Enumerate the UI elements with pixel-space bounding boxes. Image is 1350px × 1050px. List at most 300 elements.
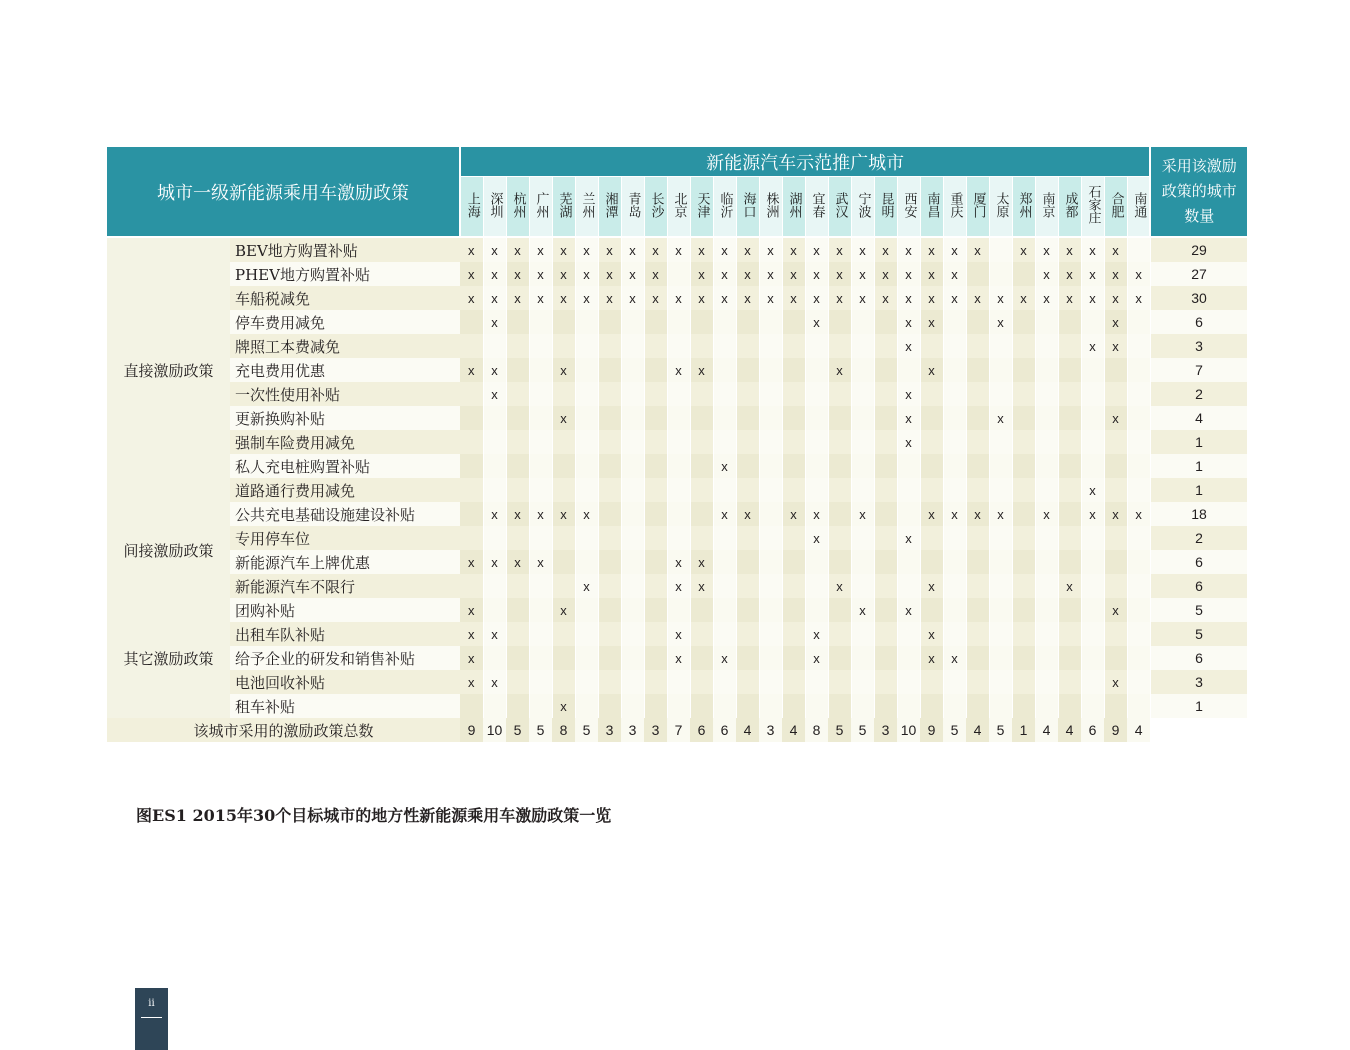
mark-cell: [759, 406, 782, 430]
mark-cell: [644, 550, 667, 574]
mark-cell: x: [989, 406, 1012, 430]
city-name: 昆明: [878, 191, 894, 218]
city-header: [1081, 177, 1104, 238]
city-total: 5: [575, 718, 598, 742]
table-row: [107, 406, 1247, 430]
mark-cell: [828, 526, 851, 550]
mark-cell: [782, 478, 805, 502]
mark-cell: [736, 694, 759, 718]
city-name: 深圳: [487, 191, 503, 218]
mark-cell: x: [621, 262, 644, 286]
mark-cell: [989, 334, 1012, 358]
policy-city-count: 2: [1150, 382, 1247, 406]
mark-cell: [828, 694, 851, 718]
mark-cell: [552, 382, 575, 406]
mark-cell: [1058, 646, 1081, 670]
mark-cell: x: [552, 358, 575, 382]
mark-cell: [920, 478, 943, 502]
mark-cell: [1012, 406, 1035, 430]
table-row: [107, 358, 1247, 382]
city-name: 重庆: [947, 191, 963, 218]
mark-cell: [805, 598, 828, 622]
mark-cell: x: [1104, 310, 1127, 334]
policy-name: 专用停车位: [230, 526, 460, 550]
mark-cell: [874, 310, 897, 334]
header-count: [1150, 147, 1247, 237]
mark-cell: [529, 478, 552, 502]
city-name: 南昌: [924, 191, 940, 218]
mark-cell: x: [943, 646, 966, 670]
mark-cell: [966, 622, 989, 646]
policy-name: 一次性使用补贴: [230, 382, 460, 406]
mark-cell: [690, 598, 713, 622]
city-header: [552, 177, 575, 238]
mark-cell: [874, 478, 897, 502]
mark-cell: [690, 454, 713, 478]
mark-cell: [851, 622, 874, 646]
mark-cell: [897, 622, 920, 646]
mark-cell: [690, 502, 713, 526]
table-row: [107, 550, 1247, 574]
mark-cell: [1127, 478, 1150, 502]
city-total: 6: [1081, 718, 1104, 742]
mark-cell: [552, 622, 575, 646]
mark-cell: [989, 526, 1012, 550]
mark-cell: [759, 430, 782, 454]
mark-cell: [621, 406, 644, 430]
mark-cell: x: [989, 310, 1012, 334]
city-name: 郑州: [1016, 191, 1032, 218]
mark-cell: [598, 430, 621, 454]
mark-cell: [529, 574, 552, 598]
mark-cell: [828, 382, 851, 406]
mark-cell: [851, 574, 874, 598]
mark-cell: [575, 550, 598, 574]
mark-cell: [690, 430, 713, 454]
mark-cell: x: [897, 430, 920, 454]
mark-cell: [897, 454, 920, 478]
mark-cell: x: [1104, 237, 1127, 262]
policy-city-count: 6: [1150, 550, 1247, 574]
mark-cell: x: [851, 286, 874, 310]
mark-cell: x: [1035, 237, 1058, 262]
policy-city-count: 3: [1150, 334, 1247, 358]
mark-cell: [1058, 502, 1081, 526]
mark-cell: [1035, 406, 1058, 430]
mark-cell: [667, 598, 690, 622]
mark-cell: [1058, 406, 1081, 430]
mark-cell: x: [1058, 237, 1081, 262]
mark-cell: [1104, 622, 1127, 646]
header-count-line-3: 数量: [1184, 207, 1215, 225]
mark-cell: [943, 694, 966, 718]
mark-cell: [966, 382, 989, 406]
mark-cell: [621, 334, 644, 358]
mark-cell: [621, 454, 644, 478]
mark-cell: x: [759, 262, 782, 286]
mark-cell: [1081, 574, 1104, 598]
mark-cell: [644, 526, 667, 550]
mark-cell: [759, 454, 782, 478]
mark-cell: [759, 526, 782, 550]
mark-cell: [966, 478, 989, 502]
policy-city-count: 6: [1150, 646, 1247, 670]
mark-cell: [483, 430, 506, 454]
mark-cell: [713, 334, 736, 358]
mark-cell: x: [805, 502, 828, 526]
mark-cell: [736, 622, 759, 646]
mark-cell: [506, 454, 529, 478]
mark-cell: [1104, 574, 1127, 598]
mark-cell: x: [690, 237, 713, 262]
mark-cell: [575, 694, 598, 718]
mark-cell: x: [1035, 502, 1058, 526]
mark-cell: [1012, 430, 1035, 454]
city-header: [1127, 177, 1150, 238]
mark-cell: x: [460, 646, 483, 670]
mark-cell: [874, 598, 897, 622]
mark-cell: [506, 598, 529, 622]
city-total: 5: [943, 718, 966, 742]
mark-cell: [1104, 454, 1127, 478]
mark-cell: [621, 694, 644, 718]
mark-cell: [874, 694, 897, 718]
mark-cell: [1058, 694, 1081, 718]
mark-cell: [1127, 430, 1150, 454]
mark-cell: x: [1081, 237, 1104, 262]
mark-cell: [1127, 526, 1150, 550]
mark-cell: x: [828, 574, 851, 598]
mark-cell: [874, 502, 897, 526]
mark-cell: [575, 358, 598, 382]
city-header: [1104, 177, 1127, 238]
mark-cell: [644, 310, 667, 334]
mark-cell: [1035, 382, 1058, 406]
mark-cell: [1104, 694, 1127, 718]
mark-cell: [1104, 478, 1127, 502]
mark-cell: x: [713, 454, 736, 478]
city-header: [897, 177, 920, 238]
mark-cell: [736, 454, 759, 478]
mark-cell: [552, 310, 575, 334]
city-name: 株洲: [763, 191, 779, 218]
mark-cell: x: [989, 502, 1012, 526]
mark-cell: [1058, 454, 1081, 478]
policy-city-count: 18: [1150, 502, 1247, 526]
mark-cell: [1127, 622, 1150, 646]
mark-cell: [943, 358, 966, 382]
mark-cell: [1127, 694, 1150, 718]
mark-cell: x: [575, 286, 598, 310]
mark-cell: [1081, 454, 1104, 478]
table-row: [107, 622, 1247, 646]
mark-cell: [483, 646, 506, 670]
mark-cell: [644, 406, 667, 430]
mark-cell: [736, 478, 759, 502]
mark-cell: [1012, 382, 1035, 406]
mark-cell: [736, 310, 759, 334]
mark-cell: [943, 622, 966, 646]
page-number-tab: [135, 988, 168, 1050]
mark-cell: x: [736, 237, 759, 262]
mark-cell: x: [1035, 262, 1058, 286]
mark-cell: x: [1081, 262, 1104, 286]
mark-cell: [529, 334, 552, 358]
city-name: 西安: [901, 191, 917, 218]
mark-cell: [529, 310, 552, 334]
city-header: [943, 177, 966, 238]
mark-cell: [598, 382, 621, 406]
mark-cell: [828, 502, 851, 526]
mark-cell: [1012, 598, 1035, 622]
city-name: 湖州: [786, 191, 802, 218]
mark-cell: [736, 598, 759, 622]
mark-cell: [1104, 550, 1127, 574]
policy-table: [107, 147, 1247, 742]
mark-cell: [920, 598, 943, 622]
mark-cell: [736, 550, 759, 574]
mark-cell: [851, 694, 874, 718]
mark-cell: [943, 478, 966, 502]
city-total: 4: [736, 718, 759, 742]
mark-cell: x: [736, 262, 759, 286]
mark-cell: [920, 406, 943, 430]
mark-cell: [690, 622, 713, 646]
mark-cell: [920, 526, 943, 550]
mark-cell: [460, 478, 483, 502]
mark-cell: [989, 550, 1012, 574]
mark-cell: [575, 454, 598, 478]
mark-cell: [1081, 670, 1104, 694]
mark-cell: [575, 406, 598, 430]
mark-cell: [759, 694, 782, 718]
city-total: 4: [1035, 718, 1058, 742]
mark-cell: x: [805, 310, 828, 334]
policy-city-count: 5: [1150, 598, 1247, 622]
city-total: 3: [598, 718, 621, 742]
mark-cell: [966, 406, 989, 430]
mark-cell: [506, 310, 529, 334]
mark-cell: x: [598, 286, 621, 310]
mark-cell: [667, 430, 690, 454]
mark-cell: [736, 526, 759, 550]
mark-cell: [759, 382, 782, 406]
mark-cell: [805, 358, 828, 382]
city-header: [851, 177, 874, 238]
mark-cell: [713, 358, 736, 382]
city-header: [874, 177, 897, 238]
mark-cell: x: [644, 262, 667, 286]
totals-row: [107, 718, 1247, 742]
mark-cell: [529, 358, 552, 382]
city-total: 5: [851, 718, 874, 742]
mark-cell: [506, 430, 529, 454]
mark-cell: [897, 550, 920, 574]
mark-cell: x: [690, 574, 713, 598]
mark-cell: x: [828, 286, 851, 310]
mark-cell: x: [552, 406, 575, 430]
mark-cell: [598, 622, 621, 646]
mark-cell: [782, 622, 805, 646]
mark-cell: [506, 334, 529, 358]
mark-cell: [621, 670, 644, 694]
mark-cell: [874, 646, 897, 670]
mark-cell: [1035, 478, 1058, 502]
mark-cell: [1012, 646, 1035, 670]
category-label: 直接激励政策: [107, 237, 230, 502]
mark-cell: x: [897, 262, 920, 286]
city-total: 9: [460, 718, 483, 742]
mark-cell: x: [897, 334, 920, 358]
mark-cell: [782, 574, 805, 598]
mark-cell: [943, 598, 966, 622]
mark-cell: [529, 622, 552, 646]
mark-cell: [759, 598, 782, 622]
city-total: 4: [1058, 718, 1081, 742]
mark-cell: [644, 382, 667, 406]
mark-cell: x: [529, 262, 552, 286]
mark-cell: [897, 358, 920, 382]
city-header: [460, 177, 483, 238]
mark-cell: [851, 670, 874, 694]
mark-cell: x: [943, 502, 966, 526]
mark-cell: x: [782, 262, 805, 286]
mark-cell: [828, 334, 851, 358]
mark-cell: x: [759, 237, 782, 262]
mark-cell: [759, 502, 782, 526]
mark-cell: [1104, 526, 1127, 550]
mark-cell: [506, 622, 529, 646]
mark-cell: x: [506, 286, 529, 310]
city-name: 厦门: [970, 191, 986, 218]
city-header: [506, 177, 529, 238]
table-row: [107, 574, 1247, 598]
mark-cell: [1058, 526, 1081, 550]
mark-cell: x: [920, 502, 943, 526]
mark-cell: [897, 694, 920, 718]
mark-cell: x: [575, 262, 598, 286]
policy-city-count: 27: [1150, 262, 1247, 286]
table-body: [107, 237, 1247, 742]
mark-cell: [460, 382, 483, 406]
mark-cell: [552, 526, 575, 550]
mark-cell: [529, 406, 552, 430]
mark-cell: [644, 598, 667, 622]
mark-cell: [552, 574, 575, 598]
mark-cell: [460, 574, 483, 598]
mark-cell: [920, 382, 943, 406]
policy-city-count: 1: [1150, 430, 1247, 454]
mark-cell: [529, 598, 552, 622]
mark-cell: x: [552, 262, 575, 286]
mark-cell: [621, 358, 644, 382]
header-count-line-2: 政策的城市: [1161, 182, 1237, 200]
mark-cell: [575, 598, 598, 622]
mark-cell: [690, 478, 713, 502]
mark-cell: [713, 598, 736, 622]
mark-cell: [1081, 646, 1104, 670]
mark-cell: x: [1104, 262, 1127, 286]
mark-cell: [552, 550, 575, 574]
mark-cell: x: [966, 286, 989, 310]
mark-cell: [690, 670, 713, 694]
policy-city-count: 6: [1150, 310, 1247, 334]
mark-cell: [1035, 646, 1058, 670]
table-row: [107, 262, 1247, 286]
mark-cell: [1081, 694, 1104, 718]
city-name: 长沙: [648, 191, 664, 218]
mark-cell: [1058, 598, 1081, 622]
mark-cell: [644, 694, 667, 718]
mark-cell: [989, 646, 1012, 670]
mark-cell: [736, 670, 759, 694]
mark-cell: [966, 430, 989, 454]
table-row: [107, 454, 1247, 478]
mark-cell: [575, 622, 598, 646]
mark-cell: x: [483, 358, 506, 382]
city-total: 3: [874, 718, 897, 742]
mark-cell: x: [690, 262, 713, 286]
mark-cell: [552, 670, 575, 694]
city-header: [920, 177, 943, 238]
mark-cell: [621, 574, 644, 598]
mark-cell: x: [851, 502, 874, 526]
mark-cell: [621, 550, 644, 574]
city-name: 杭州: [510, 191, 526, 218]
mark-cell: x: [575, 574, 598, 598]
table-row: [107, 334, 1247, 358]
mark-cell: [1058, 478, 1081, 502]
city-header: [598, 177, 621, 238]
mark-cell: x: [920, 310, 943, 334]
policy-name: 租车补贴: [230, 694, 460, 718]
table-row: [107, 310, 1247, 334]
mark-cell: [1035, 598, 1058, 622]
mark-cell: [598, 646, 621, 670]
mark-cell: [667, 454, 690, 478]
city-total: 6: [713, 718, 736, 742]
mark-cell: [1127, 574, 1150, 598]
mark-cell: [943, 550, 966, 574]
mark-cell: [943, 310, 966, 334]
mark-cell: x: [897, 526, 920, 550]
mark-cell: [575, 526, 598, 550]
mark-cell: [782, 598, 805, 622]
mark-cell: [1058, 334, 1081, 358]
city-total: 9: [920, 718, 943, 742]
mark-cell: x: [506, 502, 529, 526]
mark-cell: [736, 406, 759, 430]
mark-cell: [989, 358, 1012, 382]
city-total: 3: [621, 718, 644, 742]
mark-cell: x: [483, 237, 506, 262]
city-total: 6: [690, 718, 713, 742]
mark-cell: x: [644, 286, 667, 310]
mark-cell: [828, 598, 851, 622]
mark-cell: [966, 694, 989, 718]
mark-cell: [575, 430, 598, 454]
city-header: [483, 177, 506, 238]
policy-city-count: 4: [1150, 406, 1247, 430]
city-header: [782, 177, 805, 238]
mark-cell: x: [460, 598, 483, 622]
city-header: [575, 177, 598, 238]
mark-cell: x: [1127, 502, 1150, 526]
mark-cell: [851, 646, 874, 670]
mark-cell: [1058, 382, 1081, 406]
mark-cell: [644, 670, 667, 694]
table-row: [107, 430, 1247, 454]
